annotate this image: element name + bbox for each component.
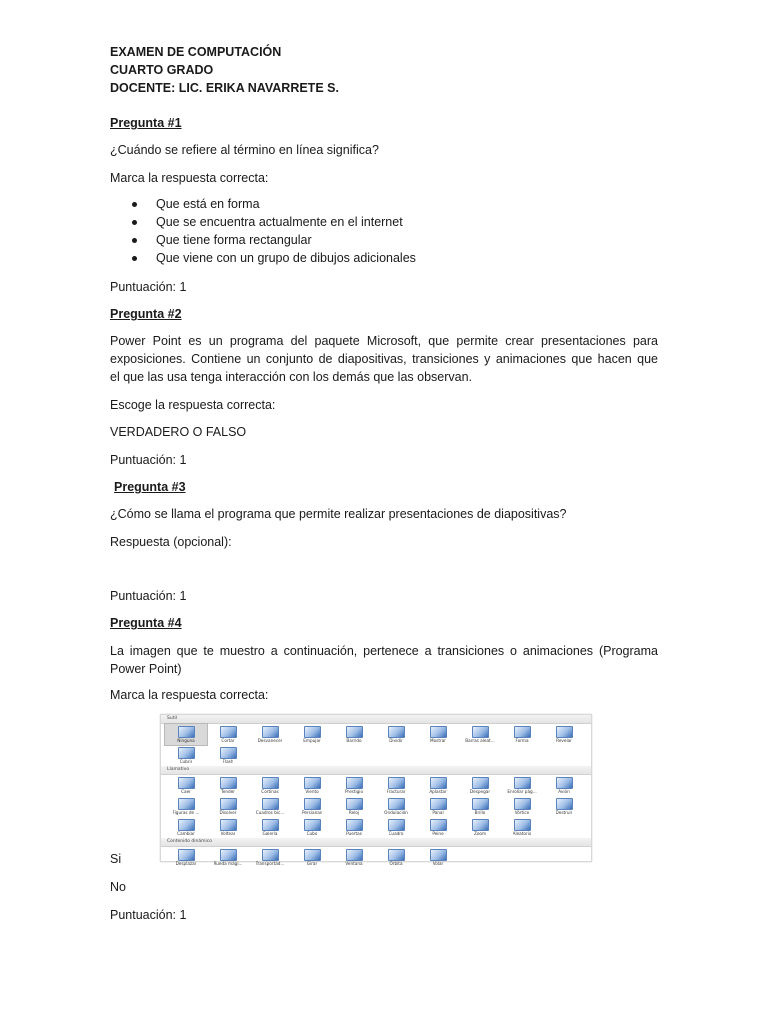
transition-item: Vórtice — [501, 796, 543, 817]
transition-thumbnail-icon — [514, 798, 531, 810]
transition-thumbnail-icon — [472, 798, 489, 810]
option-no[interactable]: No — [110, 880, 126, 894]
teacher-label: DOCENTE: LIC. ERIKA NAVARRETE S. — [110, 81, 339, 95]
transition-item: Desplazar — [165, 847, 207, 868]
question-1-instruction: Marca la respuesta correcta: — [110, 171, 269, 185]
transition-item: Transportad... — [249, 847, 291, 868]
transition-item: Peine — [417, 817, 459, 838]
gallery-row-1 — [161, 724, 591, 745]
question-2-line-3: el que las usa tenga interacción con los demás que las observan. — [110, 370, 473, 384]
section-header-subtle: Sutil — [161, 715, 591, 724]
transition-thumbnail-icon — [178, 747, 195, 759]
transition-thumbnail-icon — [262, 849, 279, 861]
question-1-options — [110, 195, 656, 267]
transition-item: Cuadro — [375, 817, 417, 838]
transition-item: Girar — [291, 847, 333, 868]
gallery-row-6 — [161, 847, 591, 868]
grade-label: CUARTO GRADO — [110, 63, 214, 77]
transition-thumbnail-icon — [178, 777, 195, 789]
transition-thumbnail-icon — [220, 777, 237, 789]
transition-thumbnail-icon — [220, 798, 237, 810]
transition-thumbnail-icon — [388, 798, 405, 810]
transition-thumbnail-icon — [220, 849, 237, 861]
question-4-title: Pregunta #4 — [110, 616, 182, 630]
transition-thumbnail-icon — [346, 819, 363, 831]
transition-item: Viento — [291, 775, 333, 796]
gallery-row-5 — [161, 817, 591, 838]
transition-item: Aplastar — [417, 775, 459, 796]
question-2-title: Pregunta #2 — [110, 307, 182, 321]
transition-uncover: Revelar — [543, 724, 585, 745]
question-3-answer-label[interactable]: Respuesta (opcional): — [110, 535, 232, 549]
transition-item: Aleatorio — [501, 817, 543, 838]
transition-thumbnail-icon — [346, 849, 363, 861]
transition-cut: Cortar — [207, 724, 249, 745]
question-1-score: Puntuación: 1 — [110, 280, 187, 294]
transition-thumbnail-icon — [556, 726, 573, 738]
question-2-instruction: Escoge la respuesta correcta: — [110, 398, 276, 412]
gallery-row-2 — [161, 745, 591, 766]
transition-thumbnail-icon — [430, 819, 447, 831]
gallery-row-3 — [161, 775, 591, 796]
transition-item: Reloj — [333, 796, 375, 817]
transition-thumbnail-icon — [220, 726, 237, 738]
transition-item: Cuadros bic... — [249, 796, 291, 817]
question-3-score: Puntuación: 1 — [110, 589, 187, 603]
transition-item: Ventana — [333, 847, 375, 868]
transition-thumbnail-icon — [178, 849, 195, 861]
transition-thumbnail-icon — [556, 798, 573, 810]
transition-item: Voltear — [207, 817, 249, 838]
transition-reveal: Mostrar — [417, 724, 459, 745]
transition-thumbnail-icon — [472, 819, 489, 831]
transition-push: Empujar — [291, 724, 333, 745]
transition-thumbnail-icon — [178, 798, 195, 810]
transition-thumbnail-icon — [430, 726, 447, 738]
question-4-line-2: Power Point) — [110, 662, 182, 676]
transition-thumbnail-icon — [430, 849, 447, 861]
transition-none: Ninguna — [165, 724, 207, 745]
transition-item: Destruir — [543, 796, 585, 817]
transition-thumbnail-icon — [304, 798, 321, 810]
transition-item: Figuras de ... — [165, 796, 207, 817]
transition-thumbnail-icon — [346, 798, 363, 810]
transition-thumbnail-icon — [430, 798, 447, 810]
transition-item: Órbita — [375, 847, 417, 868]
question-3-text: ¿Cómo se llama el programa que permite realizar presentaciones de diapositivas? — [110, 507, 567, 521]
transition-thumbnail-icon — [556, 777, 573, 789]
question-2-line-1: Power Point es un programa del paquete Microsoft, que permite crear presentaciones para — [110, 334, 658, 348]
transition-thumbnail-icon — [472, 777, 489, 789]
transition-item: Prestigio — [333, 775, 375, 796]
transition-item: Galería — [249, 817, 291, 838]
transition-cover: Cubrir — [165, 745, 207, 766]
option-item[interactable]: Que está en forma — [156, 195, 656, 213]
transition-thumbnail-icon — [262, 726, 279, 738]
transition-flash: Flash — [207, 745, 249, 766]
transitions-gallery-image — [160, 714, 592, 866]
transition-item: Zoom — [459, 817, 501, 838]
transition-item: Disolver — [207, 796, 249, 817]
question-2-line-2: exposiciones. Contiene un conjunto de diapositivas, transiciones y animaciones que hacen que — [110, 352, 658, 366]
transition-item: Cambiar — [165, 817, 207, 838]
option-item[interactable]: Que viene con un grupo de dibujos adicionales — [156, 249, 656, 267]
transition-item: Tender — [207, 775, 249, 796]
transition-thumbnail-icon — [178, 726, 195, 738]
section-header-exciting: Llamativo — [161, 766, 591, 775]
option-yes[interactable]: Si — [110, 852, 122, 866]
transition-item: Volar — [417, 847, 459, 868]
transition-thumbnail-icon — [388, 849, 405, 861]
transition-thumbnail-icon — [304, 819, 321, 831]
question-4-line-1: La imagen que te muestro a continuación, pertenece a transiciones o animaciones (Programa — [110, 644, 658, 658]
transition-thumbnail-icon — [304, 726, 321, 738]
transition-thumbnail-icon — [472, 726, 489, 738]
question-2-score: Puntuación: 1 — [110, 453, 187, 467]
transition-thumbnail-icon — [514, 777, 531, 789]
transition-fade: Desvanecer — [249, 724, 291, 745]
transition-thumbnail-icon — [220, 819, 237, 831]
transition-thumbnail-icon — [220, 747, 237, 759]
transition-item: Panal — [417, 796, 459, 817]
transition-item: Rueda mági... — [207, 847, 249, 868]
exam-title: EXAMEN DE COMPUTACIÓN — [110, 45, 282, 59]
transition-item: Puertas — [333, 817, 375, 838]
section-header-dynamic: Contenido dinámico — [161, 838, 591, 847]
transition-wipe: Barrido — [333, 724, 375, 745]
option-item[interactable]: Que tiene forma rectangular — [156, 231, 656, 249]
transition-thumbnail-icon — [346, 726, 363, 738]
gallery-row-4 — [161, 796, 591, 817]
option-item[interactable]: Que se encuentra actualmente en el internet — [156, 213, 656, 231]
transition-thumbnail-icon — [304, 849, 321, 861]
transition-thumbnail-icon — [430, 777, 447, 789]
transition-random-bars: Barras aleat... — [459, 724, 501, 745]
transition-thumbnail-icon — [346, 777, 363, 789]
transition-split: Dividir — [375, 724, 417, 745]
transition-item: Fracturar — [375, 775, 417, 796]
transition-thumbnail-icon — [262, 798, 279, 810]
transition-thumbnail-icon — [388, 726, 405, 738]
transition-thumbnail-icon — [262, 777, 279, 789]
transition-thumbnail-icon — [304, 777, 321, 789]
transition-item: Caer — [165, 775, 207, 796]
transition-item: Ondulación — [375, 796, 417, 817]
transition-thumbnail-icon — [514, 819, 531, 831]
transition-shape: Forma — [501, 724, 543, 745]
question-3-title: Pregunta #3 — [114, 480, 186, 494]
transition-item: Enrollar pág... — [501, 775, 543, 796]
transition-thumbnail-icon — [388, 819, 405, 831]
question-4-score: Puntuación: 1 — [110, 908, 187, 922]
question-2-answer[interactable]: VERDADERO O FALSO — [110, 425, 247, 439]
transition-item: Despegar — [459, 775, 501, 796]
transition-item: Cubo — [291, 817, 333, 838]
transition-thumbnail-icon — [388, 777, 405, 789]
transition-item: Persianas — [291, 796, 333, 817]
transition-item: Cortinas — [249, 775, 291, 796]
transition-thumbnail-icon — [178, 819, 195, 831]
transition-thumbnail-icon — [262, 819, 279, 831]
transition-item: Brillo — [459, 796, 501, 817]
transition-item: Avión — [543, 775, 585, 796]
transition-thumbnail-icon — [514, 726, 531, 738]
question-1-text: ¿Cuándo se refiere al término en línea significa? — [110, 143, 379, 157]
question-4-instruction: Marca la respuesta correcta: — [110, 688, 269, 702]
question-1-title: Pregunta #1 — [110, 116, 182, 130]
